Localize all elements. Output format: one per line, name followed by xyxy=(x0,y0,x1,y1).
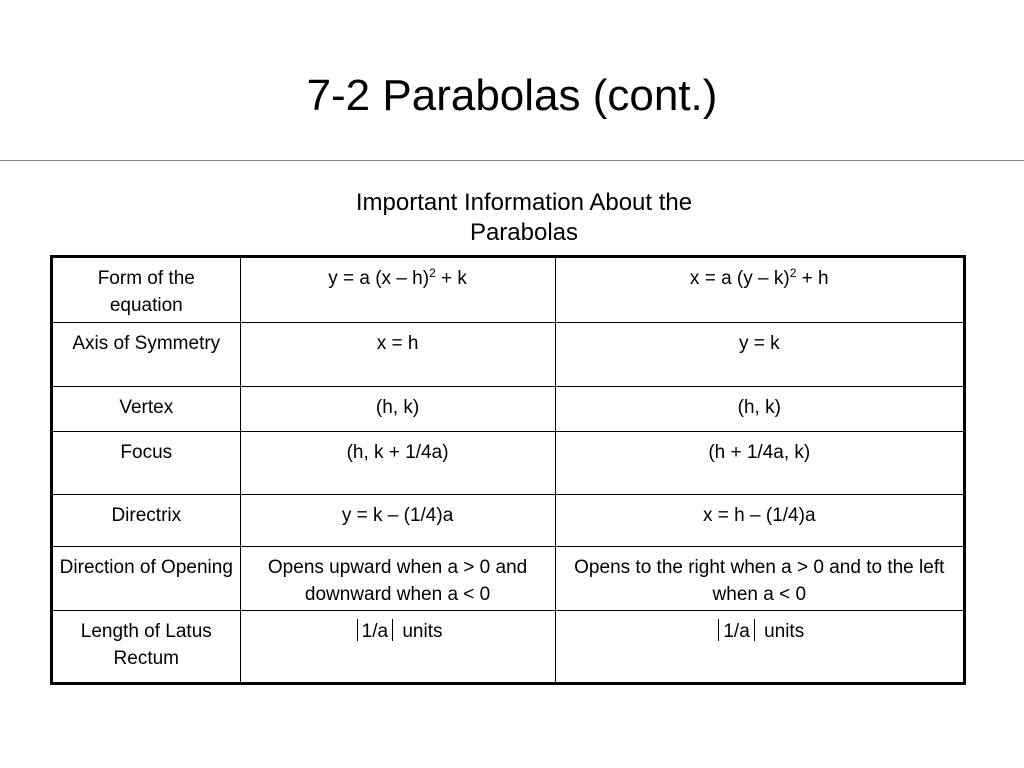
absolute-value-bar xyxy=(392,619,393,641)
table-row xyxy=(52,432,965,495)
equation-cell xyxy=(555,257,964,323)
latus-rectum-cell xyxy=(555,611,964,684)
table-caption: Important Information About the Parabolas xyxy=(355,189,693,246)
row-label: Axis of Symmetry xyxy=(52,323,241,387)
row-label: Directrix xyxy=(52,495,241,547)
latus-value: 1/a xyxy=(361,621,389,642)
table-cell: x = h xyxy=(240,323,555,387)
exponent: 2 xyxy=(429,266,436,280)
row-label: Focus xyxy=(52,432,241,495)
absolute-value-bar xyxy=(357,619,358,641)
slide-title: 7-2 Parabolas (cont.) xyxy=(306,71,718,120)
row-label: Direction of Opening xyxy=(52,547,241,611)
row-label: Length of Latus Rectum xyxy=(52,611,241,684)
table-cell: y = k – (1/4)a xyxy=(240,495,555,547)
table-row xyxy=(52,611,965,684)
row-label: Vertex xyxy=(52,387,241,432)
table-cell: y = k xyxy=(555,323,964,387)
row-label: Form of the equation xyxy=(52,257,241,323)
table-cell: Opens to the right when a > 0 and to the left when a < 0 xyxy=(555,547,964,611)
table-row xyxy=(52,257,965,323)
equation-text: + h xyxy=(796,268,829,289)
title-divider xyxy=(0,160,1024,161)
equation-text: x = a (y – k) xyxy=(689,268,790,289)
latus-unit: units xyxy=(402,621,443,642)
latus-unit: units xyxy=(764,621,805,642)
absolute-value-bar xyxy=(718,619,719,641)
table-cell: (h, k + 1/4a) xyxy=(240,432,555,495)
latus-value: 1/a xyxy=(723,621,750,642)
table-cell: Opens upward when a > 0 and downward when a < 0 xyxy=(240,547,555,611)
equation-text: y = a (x – h) xyxy=(328,268,430,289)
exponent: 2 xyxy=(789,266,797,280)
table-row xyxy=(52,495,965,547)
equation-cell xyxy=(240,257,555,323)
parabola-info-table xyxy=(50,255,966,685)
equation-text: + k xyxy=(435,268,467,289)
table-cell: x = h – (1/4)a xyxy=(555,495,964,547)
absolute-value-bar xyxy=(754,619,755,641)
table-row xyxy=(52,547,965,611)
table-row xyxy=(52,387,965,432)
table-row xyxy=(52,323,965,387)
table-cell: (h, k) xyxy=(555,387,964,432)
table-cell: (h + 1/4a, k) xyxy=(555,432,964,495)
latus-rectum-cell xyxy=(240,611,555,684)
table-cell: (h, k) xyxy=(240,387,555,432)
